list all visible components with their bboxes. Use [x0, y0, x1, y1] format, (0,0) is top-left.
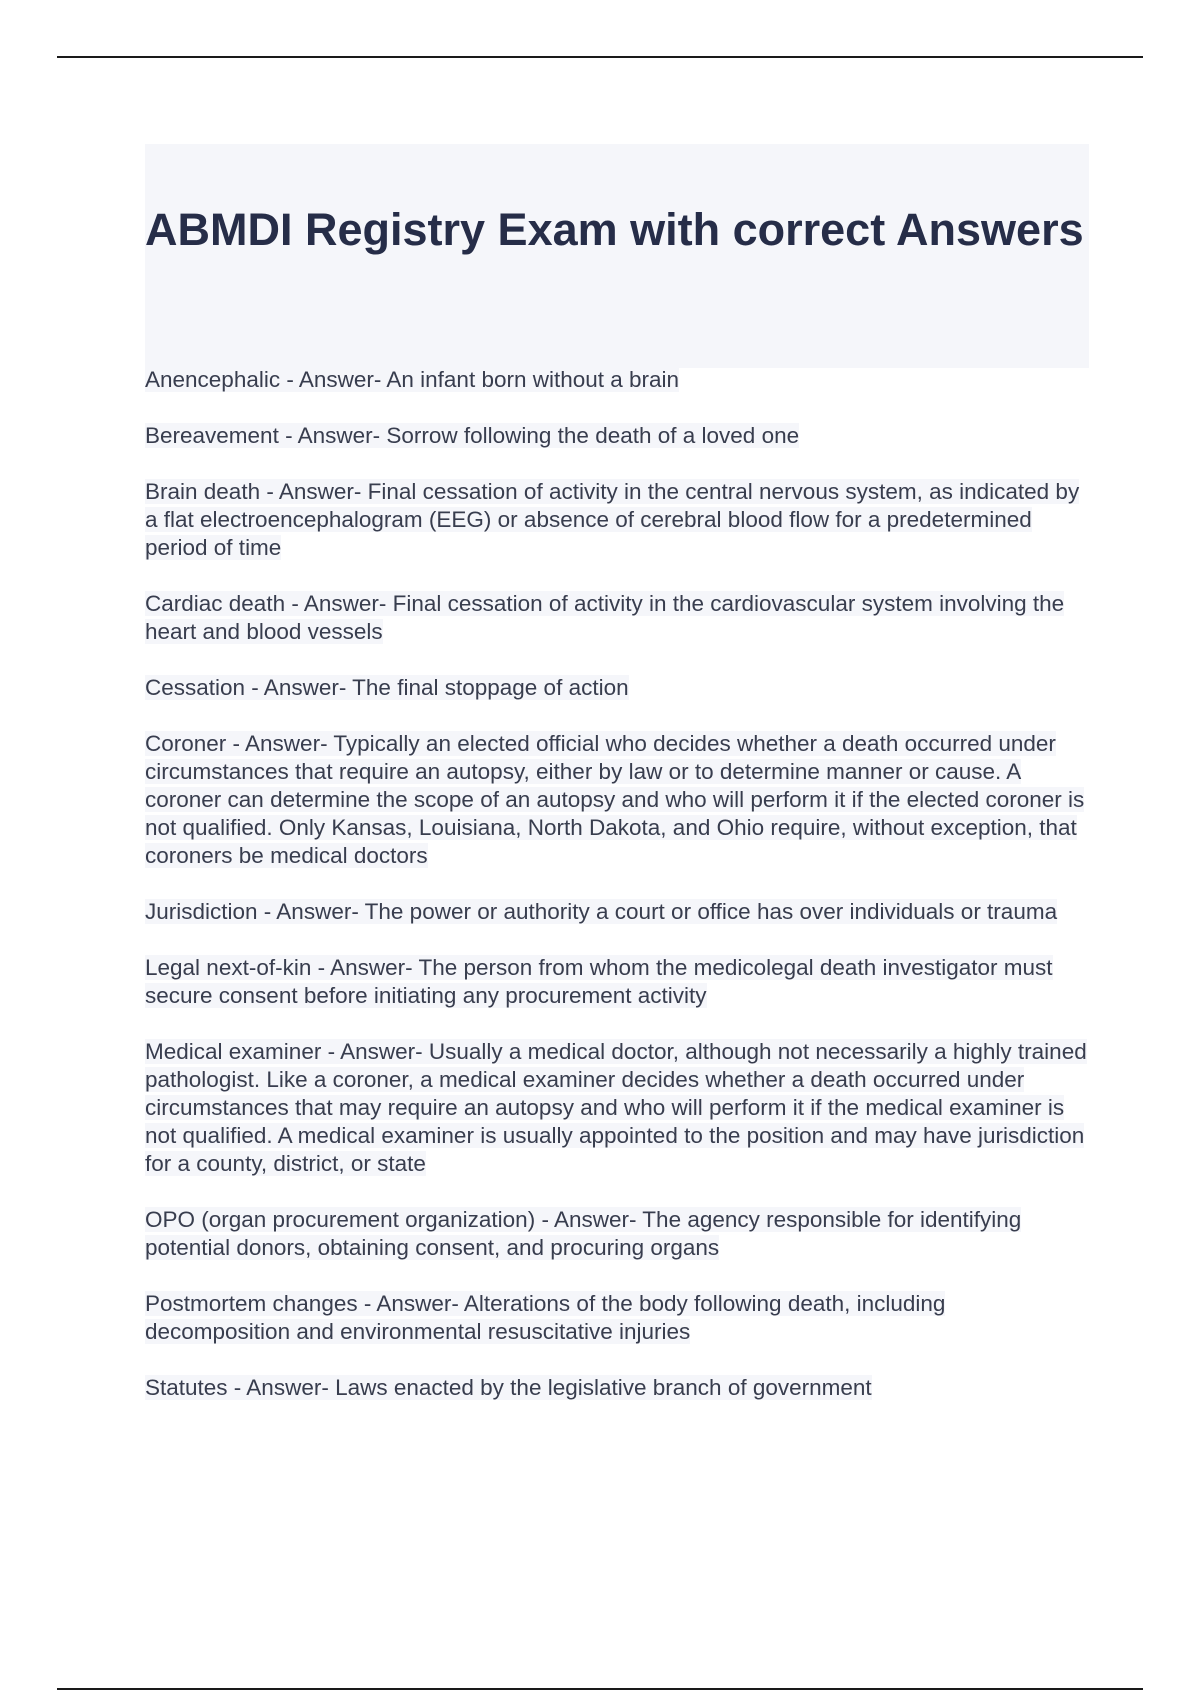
qa-entry-text: Jurisdiction - Answer- The power or authority a court or office has over individuals or trauma — [145, 899, 1058, 924]
qa-entry — [145, 1206, 1095, 1262]
qa-entry-text: Bereavement - Answer- Sorrow following the death of a loved one — [145, 423, 800, 448]
qa-entry — [145, 730, 1095, 870]
qa-entry-text: Medical examiner - Answer- Usually a medical doctor, although not necessarily a highly trained pathologist. Like a coroner, a medical examiner decides whether a death occurred under circumstances that may require an autopsy and who will perform it if the medical examiner is not qualified. A medical examiner is usually appointed to the position and may have jurisdiction for a county, district, or state — [145, 1039, 1087, 1176]
qa-entry — [145, 898, 1095, 926]
qa-entry-text: Statutes - Answer- Laws enacted by the legislative branch of government — [145, 1375, 872, 1400]
qa-entry — [145, 954, 1095, 1010]
qa-entry-text: Coroner - Answer- Typically an elected official who decides whether a death occurred under circumstances that require an autopsy, either by law or to determine manner or cause. A coroner can determine the scope of an autopsy and who will perform it if the elected coroner is not qualified. Only Kansas, Louisiana, North Dakota, and Ohio require, without exception, that coroners be medical doctors — [145, 731, 1085, 868]
qa-entry-text: Cardiac death - Answer- Final cessation of activity in the cardiovascular system involving the heart and blood vessels — [145, 591, 1065, 644]
qa-entry — [145, 366, 1095, 394]
qa-list — [145, 366, 1095, 1430]
qa-entry-text: Legal next-of-kin - Answer- The person from whom the medicolegal death investigator must secure consent before initiating any procurement activity — [145, 955, 1053, 1008]
document-title: ABMDI Registry Exam with correct Answers — [145, 204, 1084, 255]
title-block — [145, 144, 1089, 368]
qa-entry-text: Cessation - Answer- The final stoppage of action — [145, 675, 629, 700]
qa-entry — [145, 590, 1095, 646]
qa-entry-text: Brain death - Answer- Final cessation of activity in the central nervous system, as indicated by a flat electroencephalogram (EEG) or absence of cerebral blood flow for a predetermined period of time — [145, 479, 1080, 560]
qa-entry — [145, 1374, 1095, 1402]
qa-entry — [145, 478, 1095, 562]
qa-entry — [145, 422, 1095, 450]
qa-entry-text: Anencephalic - Answer- An infant born without a brain — [145, 367, 680, 392]
header-rule — [57, 56, 1143, 58]
qa-entry — [145, 1038, 1095, 1178]
qa-entry — [145, 1290, 1095, 1346]
footer-rule — [57, 1688, 1143, 1690]
qa-entry — [145, 674, 1095, 702]
qa-entry-text: Postmortem changes - Answer- Alterations of the body following death, including decomposition and environmental resuscitative injuries — [145, 1291, 946, 1344]
qa-entry-text: OPO (organ procurement organization) - Answer- The agency responsible for identifying potential donors, obtaining consent, and procuring organs — [145, 1207, 1022, 1260]
